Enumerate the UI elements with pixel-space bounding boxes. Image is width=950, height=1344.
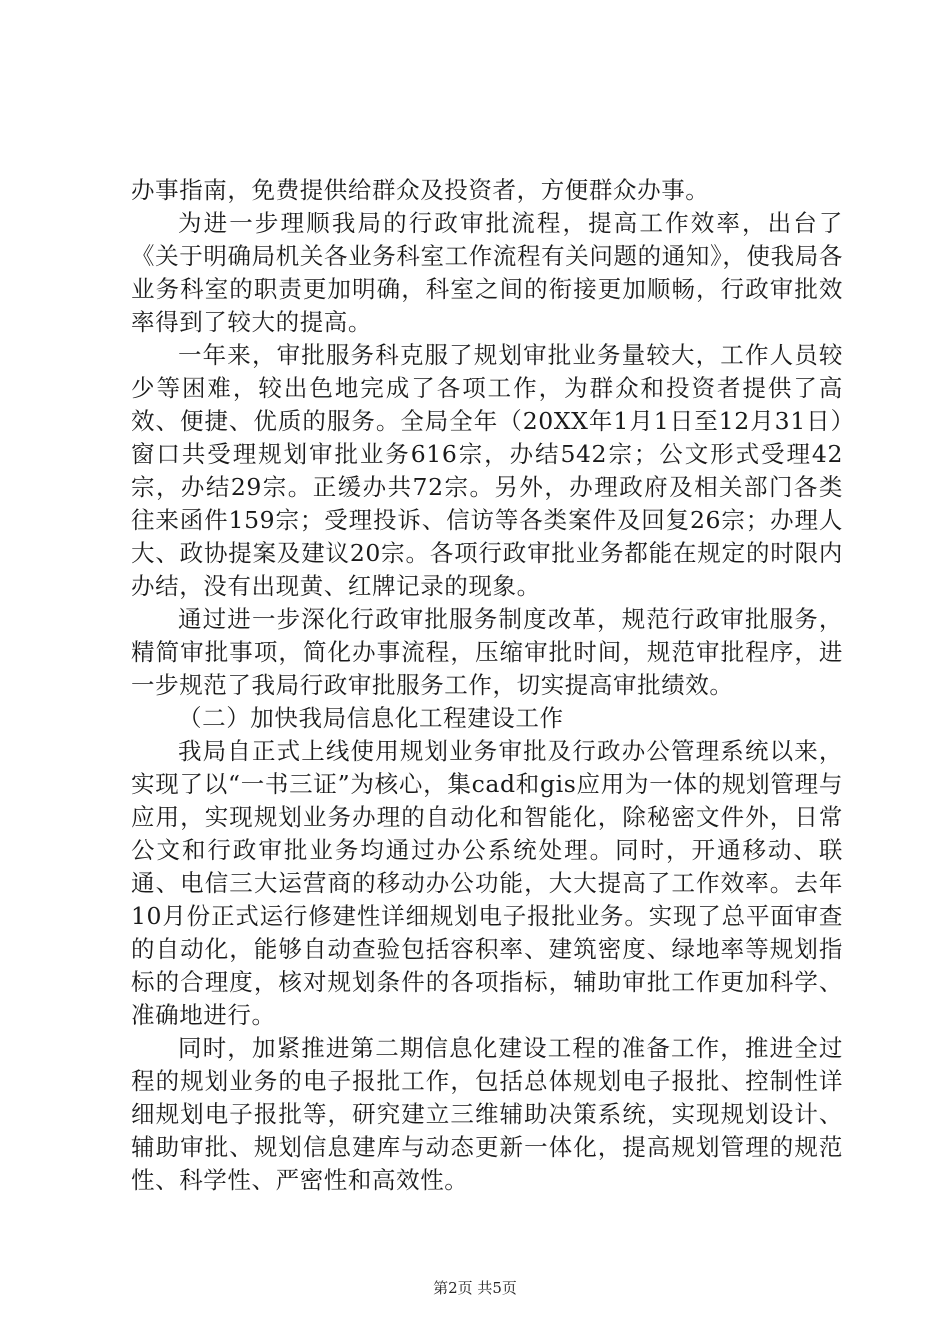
page-number-footer: 第2页 共5页 <box>433 1279 517 1297</box>
section-heading-informatization: （二）加快我局信息化工程建设工作 <box>178 704 564 732</box>
paragraph-reform: 通过进一步深化行政审批服务制度改革，规范行政审批服务，精简审批事项，简化办事流程，压缩审批时间，规范审批程序，进一步规范了我局行政审批服务工作，切实提高审批绩效。 <box>131 605 843 699</box>
paragraph-system-launch: 我局自正式上线使用规划业务审批及行政办公管理系统以来，实现了以“一书三证”为核心，集cad和gis应用为一体的规划管理与应用，实现规划业务办理的自动化和智能化，除秘密文件外，日常公文和行政审批业务均通过办公系统处理。同时，开通移动、联通、电信三大运营商的移动办公功能，大大提高了工作效率。去年10月份正式运行修建性详细规划电子报批业务。实现了总平面审查的自动化，能够自动查验包括容积率、建筑密度、绿地率等规划指标的合理度，核对规划条件的各项指标，辅助审批工作更加科学、准确地进行。 <box>131 737 843 1029</box>
paragraph-approval-process: 为进一步理顺我局的行政审批流程，提高工作效率，出台了《关于明确局机关各业务科室工作流程有关问题的通知》，使我局各业务科室的职责更加明确，科室之间的衔接更加顺畅，行政审批效率得到了较大的提高。 <box>131 209 843 336</box>
document-body <box>131 174 843 1197</box>
paragraph-annual-summary: 一年来，审批服务科克服了规划审批业务量较大，工作人员较少等困难，较出色地完成了各项工作，为群众和投资者提供了高效、便捷、优质的服务。全局全年（20XX年1月1日至12月31日）窗口共受理规划审批业务616宗，办结542宗；公文形式受理42宗，办结29宗。正缓办共72宗。另外，办理政府及相关部门各类往来函件159宗；受理投诉、信访等各类案件及回复26宗；办理人大、政协提案及建议20宗。各项行政审批业务都能在规定的时限内办结，没有出现黄、红牌记录的现象。 <box>131 341 843 600</box>
paragraph-phase-two: 同时，加紧推进第二期信息化建设工程的准备工作，推进全过程的规划业务的电子报批工作，包括总体规划电子报批、控制性详细规划电子报批等，研究建立三维辅助决策系统，实现规划设计、辅助审批、规划信息建库与动态更新一体化，提高规划管理的规范性、科学性、严密性和高效性。 <box>131 1034 843 1194</box>
paragraph-continuation: 办事指南，免费提供给群众及投资者，方便群众办事。 <box>131 176 710 204</box>
